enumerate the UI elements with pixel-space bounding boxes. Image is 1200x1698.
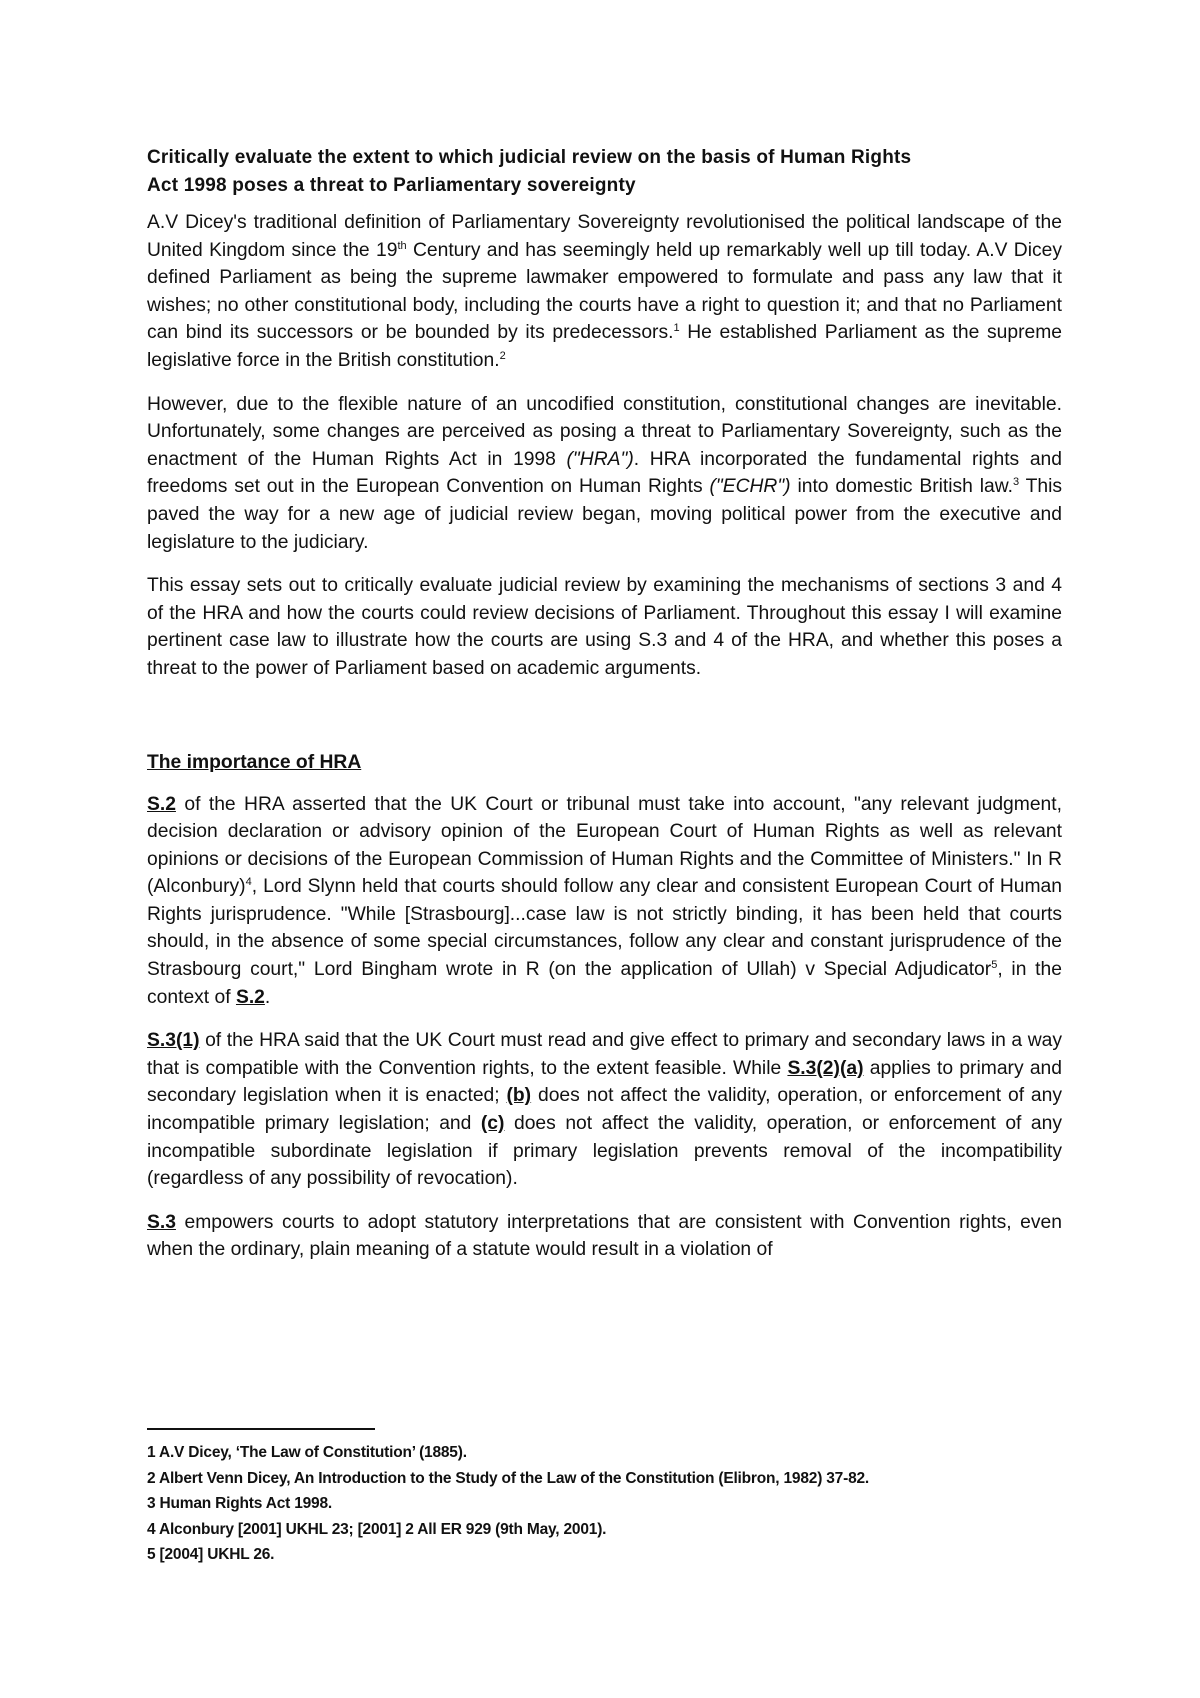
text-span: , Lord Slynn held that courts should follow any clear and consistent European Court of Human Rights jurisprudence. "While [Strasbourg]...case law is not strictly binding, it has been held that courts should, in the absence of some special circumstances, follow any clear and constant jurisprudence of the Strasbourg court," Lord Bingham wrote in R (on the application of Ullah) v Special Adjudicator	[147, 876, 1062, 981]
footnote-ref-1[interactable]: 1	[673, 322, 680, 335]
text-span: , in the context of	[147, 959, 1062, 1008]
footnote-4: 4 Alconbury [2001] UKHL 23; [2001] 2 All ER 929 (9th May, 2001).	[147, 1520, 607, 1538]
hra-abbrev: ("HRA")	[566, 448, 634, 470]
paragraph-section-3	[147, 1209, 1062, 1264]
paragraph-essay-outline: This essay sets out to critically evaluate judicial review by examining the mechanisms of sections 3 and 4 of the HRA and how the courts could review decisions of Parliament. Throughout this essay I will examine pertinent case law to illustrate how the courts are using S.3 and 4 of the HRA, and whether this poses a threat to the power of Parliament based on academic arguments.	[147, 575, 1062, 679]
paragraph-section-2	[147, 791, 1062, 1012]
text-span: does not affect the validity, operation, or enforcement of any incompatible subordinate legislation if primary legislation prevents removal of the incompatibility (regardless of any possibility of revocation).	[147, 1113, 1063, 1190]
footnote-ref-2[interactable]: 2	[499, 349, 506, 362]
essay-title-line-2: Act 1998 poses a threat to Parliamentary sovereignty	[147, 175, 636, 196]
section-ref-s2: S.2	[147, 793, 176, 815]
paragraph-section-3-1	[147, 1027, 1062, 1193]
section-ref-s3-1: S.3(1)	[147, 1030, 200, 1052]
footnotes	[147, 1440, 1062, 1568]
footnote-5: 5 [2004] UKHL 26.	[147, 1546, 275, 1563]
text-span: empowers courts to adopt statutory interpretations that are consistent with Convention rights, even when the ordinary, plain meaning of a statute would result in a violation of	[147, 1211, 1062, 1261]
paragraph-hra-changes	[147, 391, 1062, 557]
paragraph-intro-dicey	[147, 209, 1062, 375]
section-ref-s3: S.3	[147, 1211, 176, 1233]
section-ref-c: (c)	[480, 1113, 505, 1135]
footnote-separator	[147, 1428, 375, 1430]
section-ref-s3-2-a: S.3(2)(a)	[787, 1057, 864, 1079]
text-span: Century and has seemingly held up remarkably well up till today. A.V Dicey defined Parliament as being the supreme lawmaker empowered to formulate and pass any law that it wishes; no other constitutional body, including the courts have a right to question it; and that no Parliament can bind its successors or be bounded by its predecessors.	[147, 239, 1062, 344]
superscript-th: th	[397, 239, 407, 252]
footnote-ref-4[interactable]: 4	[245, 876, 252, 889]
essay-title-line-1: Critically evaluate the extent to which judicial review on the basis of Human Rights	[147, 147, 912, 168]
text-span: . HRA incorporated the fundamental rights and freedoms set out in the European Convention on Human Rights	[147, 448, 1062, 498]
text-span: He established Parliament as the supreme legislative force in the British constitution.	[147, 322, 1062, 371]
footnote-3: 3 Human Rights Act 1998.	[147, 1495, 332, 1512]
essay-title	[147, 144, 1062, 200]
text-span: This paved the way for a new age of judicial review began, moving political power from the executive and legislature to the judiciary.	[147, 476, 1063, 553]
footnote-2: 2 Albert Venn Dicey, An Introduction to the Study of the Law of the Constitution (Elibron, 1982) 37-82.	[147, 1469, 870, 1487]
text-span: does not affect the validity, operation, or enforcement of any incompatible primary legislation; and	[147, 1085, 1063, 1135]
echr-abbrev: ("ECHR")	[709, 476, 791, 498]
text-span: .	[264, 986, 271, 1008]
text-span: However, due to the flexible nature of an uncodified constitution, constitutional changes are inevitable. Unfortunately, some changes are perceived as posing a threat to Parliamentary Sovereignty, such as the enactment of the Human Rights Act in 1998	[147, 393, 1062, 470]
footnote-ref-5[interactable]: 5	[991, 959, 998, 972]
section-ref-b: (b)	[506, 1085, 532, 1107]
spacer	[147, 699, 1062, 749]
document-page	[147, 144, 1062, 1280]
footnote-ref-3[interactable]: 3	[1012, 476, 1020, 489]
section-ref-s2: S.2	[235, 986, 265, 1008]
text-span: A.V Dicey's traditional definition of Parliamentary Sovereignty revolutionised the political landscape of the United Kingdom since the 19	[147, 212, 1062, 261]
text-span: applies to primary and secondary legislation when it is enacted;	[147, 1057, 1062, 1107]
text-span: of the HRA asserted that the UK Court or tribunal must take into account, "any relevant judgment, decision declaration or advisory opinion of the European Court of Human Rights as well as relevant opinions or decisions of the European Commission of Human Rights and the Committee of Ministers." In R (Alconbury)	[147, 793, 1062, 898]
section-heading: The importance of HRA	[147, 751, 362, 773]
footnote-1: 1 A.V Dicey, ‘The Law of Constitution’ (1885).	[147, 1444, 467, 1461]
text-span: into domestic British law.	[790, 476, 1013, 498]
text-span: of the HRA said that the UK Court must read and give effect to primary and secondary laws in a way that is compatible with the Convention rights, to the extent feasible. While	[147, 1030, 1062, 1079]
